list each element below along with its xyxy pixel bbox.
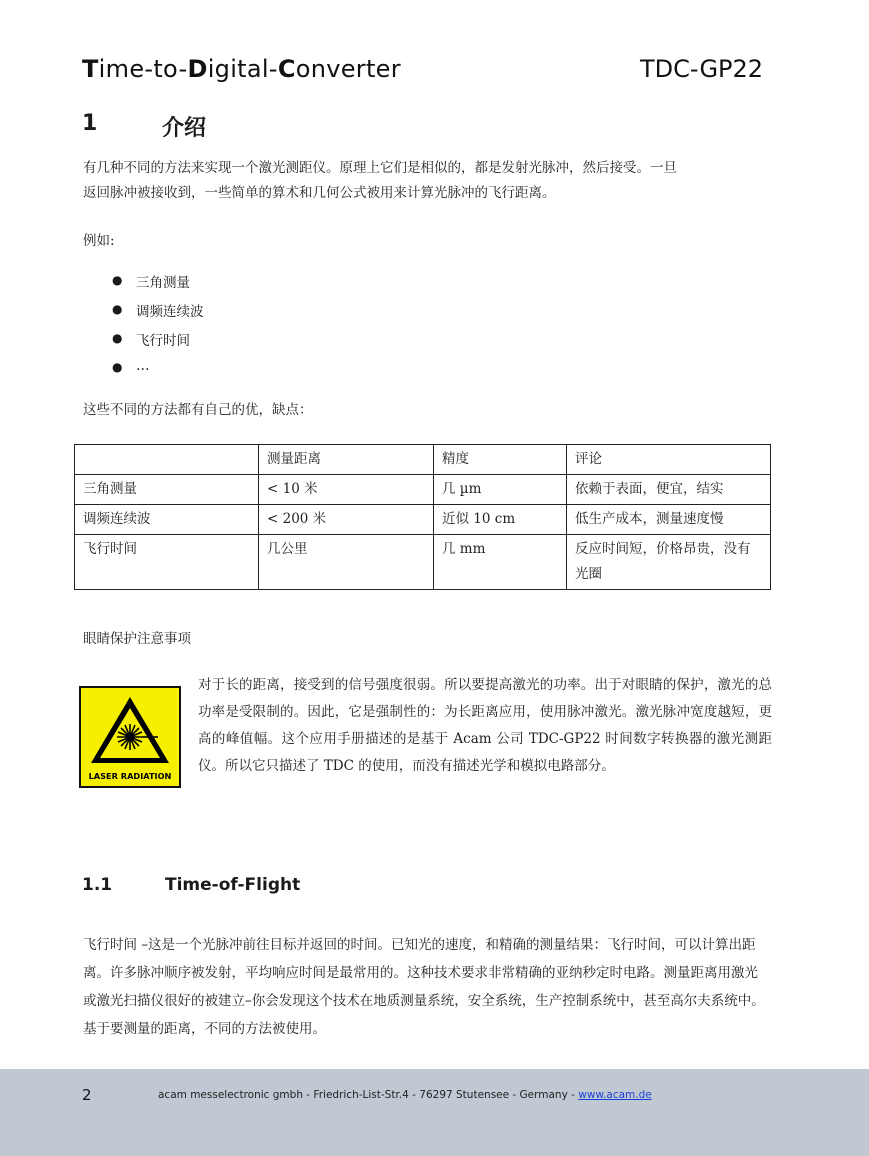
pros-cons-label: 这些不同的方法都有自己的优，缺点： xyxy=(83,402,313,418)
table-cell: 低生产成本，测量速度慢 xyxy=(567,505,771,535)
title-part-1: ime-to- xyxy=(98,55,188,83)
section-title: Time-of-Flight xyxy=(165,875,301,895)
intro-paragraph xyxy=(83,156,677,206)
page-footer xyxy=(0,1069,869,1156)
laser-warning-sign xyxy=(79,686,181,788)
list-item-text: 飞行时间 xyxy=(136,333,190,349)
table-cell: 反应时间短，价格昂贵，没有光圈 xyxy=(567,535,771,590)
title-initial-c: C xyxy=(277,55,296,83)
table-header-row xyxy=(75,445,771,475)
title-part-2: igital- xyxy=(207,55,278,83)
document-title xyxy=(82,55,401,83)
laser-warning-icon xyxy=(81,688,179,768)
table-cell: < 200 米 xyxy=(259,505,434,535)
list-item-text: 调频连续波 xyxy=(136,304,204,320)
table-header-cell: 评论 xyxy=(567,445,771,475)
eye-safety-label: 眼睛保护注意事项 xyxy=(83,631,191,647)
table-row xyxy=(75,505,771,535)
website-link[interactable]: www.acam.de xyxy=(578,1089,652,1101)
page-number: 2 xyxy=(82,1086,92,1104)
list-item-text: 三角测量 xyxy=(136,275,190,291)
table-cell: < 10 米 xyxy=(259,475,434,505)
laser-paragraph: 对于长的距离，接受到的信号强度很弱。所以要提高激光的功率。出于对眼睛的保护，激光的总功率是受限制的。因此，它是强制性的：为长距离应用，使用脉冲激光。激光脉冲宽度越短，更高的峰值幅。这个应用手册描述的是基于 Acam 公司 TDC-GP22 时间数字转换器的激光测距仪。所以它只描述了 TDC 的使用，而没有描述光学和模拟电路部分。 xyxy=(198,677,772,774)
bullet-icon: ● xyxy=(112,331,123,345)
bullet-icon: ● xyxy=(112,302,123,316)
table-row xyxy=(75,475,771,505)
table-cell: 近似 10 cm xyxy=(434,505,567,535)
table-cell: 依赖于表面，便宜，结实 xyxy=(567,475,771,505)
table-cell: 飞行时间 xyxy=(75,535,259,590)
table-cell: 调频连续波 xyxy=(75,505,259,535)
company-address: acam messelectronic gmbh - Friedrich-List-Str.4 - 76297 Stutensee - Germany - xyxy=(158,1089,579,1101)
section-number: 1 xyxy=(82,111,98,136)
table-header-cell: 精度 xyxy=(434,445,567,475)
section-number: 1.1 xyxy=(82,875,113,895)
intro-line-2: 返回脉冲被接收到，一些简单的算术和几何公式被用来计算光脉冲的飞行距离。 xyxy=(83,185,556,201)
table-header-cell xyxy=(75,445,259,475)
bullet-icon: ● xyxy=(112,360,123,374)
product-name: TDC-GP22 xyxy=(640,55,764,83)
table-cell: 几 mm xyxy=(434,535,567,590)
table-header-cell: 测量距离 xyxy=(259,445,434,475)
table-row xyxy=(75,535,771,590)
table-cell: 几 µm xyxy=(434,475,567,505)
title-initial-t: T xyxy=(82,55,99,83)
example-label: 例如: xyxy=(83,233,115,249)
comparison-table xyxy=(74,444,771,590)
intro-line-1: 有几种不同的方法来实现一个激光测距仪。原理上它们是相似的，都是发射光脉冲，然后接受。一旦 xyxy=(83,160,677,176)
footer-company-text xyxy=(158,1089,652,1101)
title-part-3: onverter xyxy=(295,55,401,83)
section-title: 介绍 xyxy=(162,116,207,141)
table-cell: 三角测量 xyxy=(75,475,259,505)
laser-sign-label: LASER RADIATION xyxy=(88,771,172,781)
list-item-text: … xyxy=(136,358,150,374)
title-initial-d: D xyxy=(187,55,208,83)
table-cell: 几公里 xyxy=(259,535,434,590)
tof-paragraph: 飞行时间 –这是一个光脉冲前往目标并返回的时间。已知光的速度，和精确的测量结果：飞行时间，可以计算出距离。许多脉冲顺序被发射，平均响应时间是最常用的。这种技术要求非常精确的亚纳秒定时电路。测量距离用激光或激光扫描仪很好的被建立–你会发现这个技术在地质测量系统，安全系统，生产控制系统中，甚至高尔夫系统中。基于要测量的距离，不同的方法被使用。 xyxy=(83,937,765,1037)
bullet-icon: ● xyxy=(112,273,123,287)
